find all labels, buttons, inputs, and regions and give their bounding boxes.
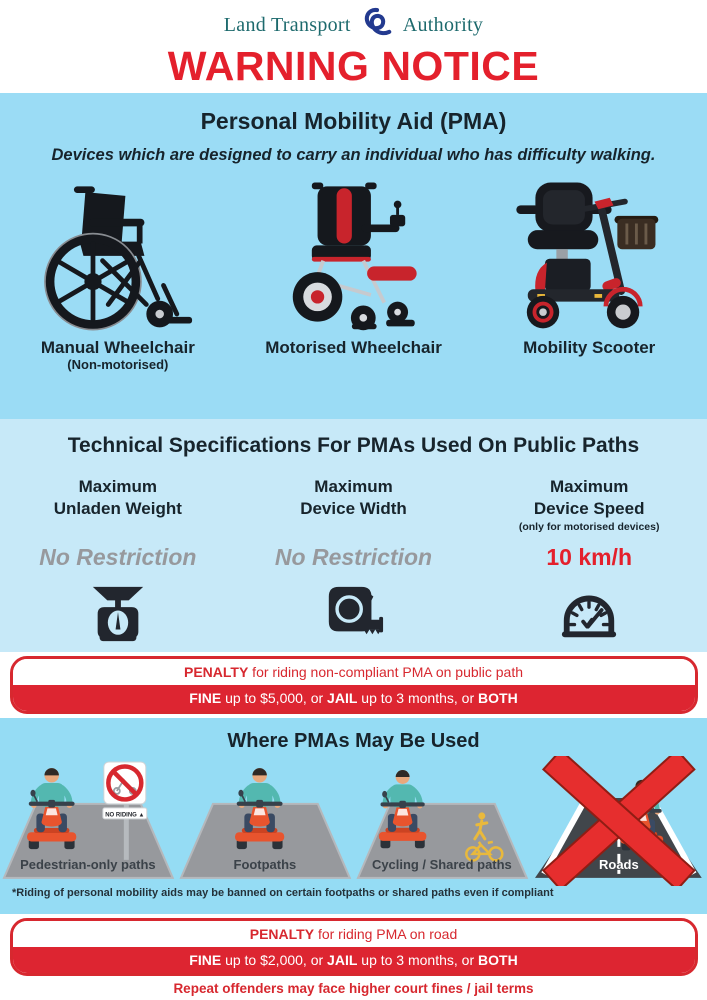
- technical-specs-section: [0, 419, 707, 652]
- device-manual-wheelchair: [0, 173, 236, 372]
- mobility-scooter-illustration: [503, 173, 675, 335]
- penalty-line: PENALTY for riding non-compliant PMA on public path: [13, 659, 695, 685]
- penalty-road-band: [0, 914, 707, 1000]
- spec-value: No Restriction: [39, 544, 197, 571]
- logo-text-right: Authority: [402, 13, 484, 36]
- manual-wheelchair-illustration: [32, 173, 204, 335]
- device-motorised-wheelchair: [236, 173, 472, 372]
- pma-definition-section: [0, 93, 707, 419]
- device-label: Mobility Scooter: [523, 338, 656, 357]
- motorised-wheelchair-illustration: [268, 173, 440, 335]
- spec-value: 10 km/h: [546, 544, 632, 571]
- lta-logo: [0, 7, 707, 43]
- spec-heading-top: Maximum: [549, 477, 629, 496]
- device-label: Motorised Wheelchair: [265, 338, 442, 357]
- measuring-tape-icon: [236, 581, 472, 648]
- fine-line: FINE up to $5,000, or JAIL up to 3 months, or BOTH: [13, 685, 695, 711]
- spec-heading-top: Maximum: [78, 477, 158, 496]
- spec-heading-bottom: Unladen Weight: [53, 499, 182, 519]
- scene-label: Footpaths: [233, 856, 296, 872]
- pma-section-title: Personal Mobility Aid (PMA): [200, 108, 507, 134]
- usage-scenes: [0, 756, 707, 886]
- scene-label: Pedestrian-only paths: [20, 856, 156, 872]
- device-label: Manual Wheelchair: [40, 338, 195, 357]
- no-riding-sign-text: NO RIDING ▲: [105, 812, 145, 819]
- spec-heading-top: Maximum: [314, 477, 393, 496]
- page-title: WARNING NOTICE: [167, 43, 540, 89]
- usage-section: [0, 718, 707, 914]
- logo-text-left: Land Transport: [223, 13, 351, 36]
- spec-note: [236, 521, 472, 534]
- penalty-box-road: [10, 918, 698, 976]
- spec-unladen-weight: [0, 476, 236, 648]
- pma-section-subtitle: Devices which are designed to carry an individual who has difficulty walking.: [51, 146, 656, 164]
- usage-section-title: Where PMAs May Be Used: [227, 730, 480, 752]
- lta-ribbon-icon: [356, 6, 398, 45]
- spec-columns: [0, 476, 707, 648]
- weighing-scale-icon: [0, 581, 236, 648]
- scene-footpaths: [177, 756, 354, 886]
- spec-heading-bottom: Device Width: [300, 499, 407, 519]
- spec-device-width: [236, 476, 472, 648]
- device-sublabel: (Non-motorised): [67, 357, 169, 372]
- spec-device-speed: [471, 476, 707, 648]
- header: [0, 0, 707, 93]
- scene-label: Roads: [599, 856, 639, 872]
- spec-note: (only for motorised devices): [518, 521, 660, 534]
- spec-note: [0, 521, 236, 534]
- repeat-offenders-warning: Repeat offenders may face higher court fines / jail terms: [173, 981, 534, 996]
- scene-roads: [530, 756, 707, 886]
- fine-line: FINE up to $2,000, or JAIL up to 3 months, or BOTH: [13, 947, 695, 973]
- usage-footnote: *Riding of personal mobility aids may be banned on certain footpaths or shared paths even if compliant: [12, 886, 554, 899]
- spec-value: No Restriction: [274, 544, 433, 571]
- penalty-box-public-path: [10, 656, 698, 714]
- device-gallery: [0, 173, 707, 372]
- scene-label: Cycling / Shared paths: [371, 856, 512, 872]
- scene-cycling-shared-paths: [354, 756, 531, 886]
- device-mobility-scooter: [471, 173, 707, 372]
- scene-pedestrian-only-paths: [0, 756, 177, 886]
- penalty-public-path-band: [0, 652, 707, 718]
- penalty-line: PENALTY for riding PMA on road: [13, 921, 695, 947]
- speedometer-icon: [471, 581, 707, 648]
- spec-heading-bottom: Device Speed: [533, 499, 645, 519]
- specs-section-title: Technical Specifications For PMAs Used On Public Paths: [67, 434, 640, 457]
